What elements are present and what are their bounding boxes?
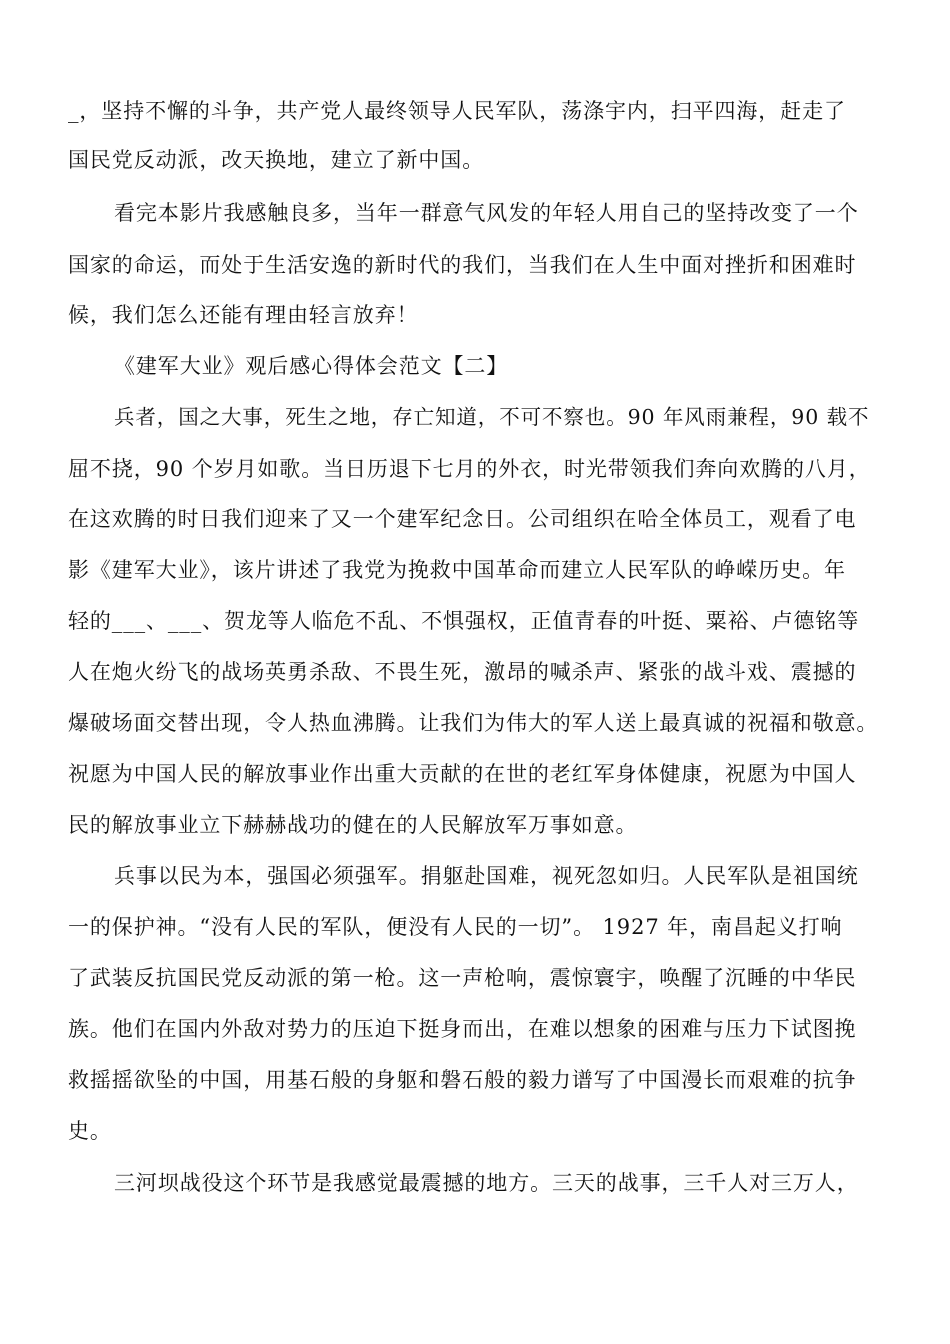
- text-line: 轻的___、___、贺龙等人临危不乱、不惧强权，正值青春的叶挺、粟裕、卢德铭等: [68, 609, 860, 633]
- text-line: 救摇摇欲坠的中国，用基石般的身躯和磐石般的毅力谱写了中国漫长而艰难的抗争: [68, 1068, 857, 1092]
- text-line: 兵者，国之大事，死生之地，存亡知道，不可不察也。90 年风雨兼程，90 载不: [114, 405, 870, 429]
- text-line: 兵事以民为本，强国必须强军。捐躯赴国难，视死忽如归。人民军队是祖国统: [114, 864, 859, 888]
- text-line: 爆破场面交替出现，令人热血沸腾。让我们为伟大的军人送上最真诚的祝福和敬意。: [68, 711, 879, 735]
- text-line: 了武装反抗国民党反动派的第一枪。这一声枪响，震惊寰宇，唤醒了沉睡的中华民: [68, 966, 857, 990]
- text-line: 族。他们在国内外敌对势力的压迫下挺身而出，在难以想象的困难与压力下试图挽: [68, 1017, 857, 1041]
- text-line: 在这欢腾的时日我们迎来了又一个建军纪念日。公司组织在哈全体员工，观看了电: [68, 507, 857, 531]
- text-line: 史。: [68, 1119, 112, 1143]
- text-line: 屈不挠，90 个岁月如歌。当日历退下七月的外衣，时光带领我们奔向欢腾的八月，: [68, 457, 871, 481]
- text-line: 祝愿为中国人民的解放事业作出重大贡献的在世的老红军身体健康，祝愿为中国人: [68, 762, 857, 786]
- section-heading: 《建军大业》观后感心得体会范文【二】: [114, 354, 509, 378]
- text-line: 候，我们怎么还能有理由轻言放弃！: [68, 303, 419, 327]
- text-line: 影《建军大业》，该片讲述了我党为挽救中国革命而建立人民军队的峥嵘历史。年: [68, 558, 846, 582]
- text-line: _，坚持不懈的斗争，共产党人最终领导人民军队，荡涤宇内，扫平四海，赶走了: [68, 99, 846, 123]
- text-line: 三河坝战役这个环节是我感觉最震撼的地方。三天的战事，三千人对三万人，: [114, 1171, 859, 1195]
- text-line: 国家的命运，而处于生活安逸的新时代的我们，当我们在人生中面对挫折和困难时: [68, 253, 857, 277]
- text-line: 一的保护神。“没有人民的军队，便没有人民的一切”。 1927 年，南昌起义打响: [68, 915, 843, 939]
- text-line: 看完本影片我感触良多，当年一群意气风发的年轻人用自己的坚持改变了一个: [114, 201, 859, 225]
- text-line: 国民党反动派，改天换地，建立了新中国。: [68, 148, 485, 172]
- text-line: 民的解放事业立下赫赫战功的健在的人民解放军万事如意。: [68, 813, 638, 837]
- text-line: 人在炮火纷飞的战场英勇杀敌、不畏生死，激昂的喊杀声、紧张的战斗戏、震撼的: [68, 660, 857, 684]
